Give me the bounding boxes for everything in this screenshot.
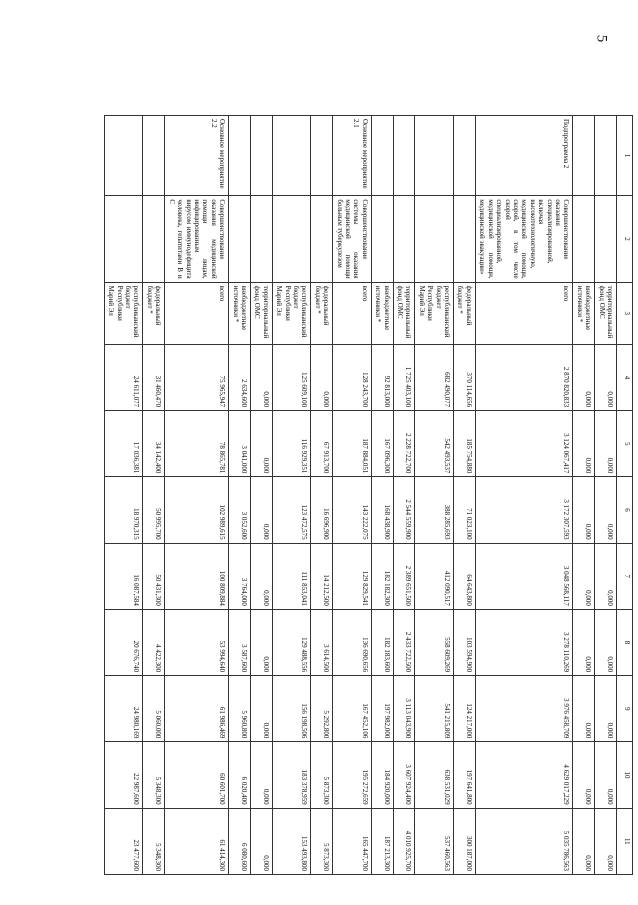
program-name-cell (272, 116, 311, 196)
value-cell: 638 531,029 (415, 742, 454, 808)
value-cell: 123 472,575 (272, 477, 311, 543)
program-name-cell (104, 116, 143, 196)
value-cell: 0,000 (250, 808, 272, 874)
value-cell: 3 172 307,593 (475, 477, 572, 543)
value-cell: 129 488,556 (272, 609, 311, 675)
table-row (250, 116, 272, 875)
value-cell: 541 215,809 (415, 676, 454, 742)
value-cell: 61 414,300 (165, 808, 229, 874)
value-cell: 156 198,506 (272, 676, 311, 742)
program-description-cell (595, 196, 617, 282)
value-cell: 184 920,000 (371, 742, 393, 808)
value-cell: 2 389 651,500 (393, 543, 415, 609)
value-cell: 111 853,041 (272, 543, 311, 609)
value-cell: 0,000 (573, 609, 595, 675)
program-description-cell (311, 196, 333, 282)
value-cell: 5 348,300 (143, 742, 165, 808)
value-cell: 3 052,600 (229, 477, 251, 543)
value-cell: 0,000 (573, 676, 595, 742)
value-cell: 167 452,106 (333, 676, 372, 742)
value-cell: 5 873,300 (311, 808, 333, 874)
value-cell: 2 433 722,500 (393, 609, 415, 675)
value-cell: 537 460,563 (415, 808, 454, 874)
value-cell: 61 986,469 (165, 676, 229, 742)
value-cell: 3 587,600 (229, 609, 251, 675)
program-name-cell (595, 116, 617, 196)
program-description-cell (229, 196, 251, 282)
table-row (573, 116, 595, 875)
funding-source-cell: территориальный фонд ОМС (393, 282, 415, 344)
value-cell: 0,000 (250, 543, 272, 609)
value-cell: 0,000 (595, 477, 617, 543)
value-cell: 6 080,600 (229, 808, 251, 874)
value-cell: 16 696,900 (311, 477, 333, 543)
value-cell: 24 611,077 (104, 344, 143, 410)
table-row (415, 116, 454, 875)
value-cell: 0,000 (595, 742, 617, 808)
value-cell: 22 987,600 (104, 742, 143, 808)
value-cell: 300 187,000 (454, 808, 476, 874)
table-row (333, 116, 372, 875)
value-cell: 3 124 067,417 (475, 411, 572, 477)
table-row (104, 116, 143, 875)
program-description-cell: Совершенствование системы оказания медицинской помощи больным туберкулезом (333, 196, 372, 282)
table-row (165, 116, 229, 875)
value-cell: 370 114,656 (454, 344, 476, 410)
value-cell: 75 965,947 (165, 344, 229, 410)
value-cell: 64 643,800 (454, 543, 476, 609)
value-cell: 165 447,700 (333, 808, 372, 874)
program-name-cell (311, 116, 333, 196)
value-cell: 0,000 (595, 609, 617, 675)
value-cell: 2 544 559,900 (393, 477, 415, 543)
funding-source-cell: внебюджетные источники * (371, 282, 393, 344)
value-cell: 50 995,700 (143, 477, 165, 543)
program-description-cell (371, 196, 393, 282)
header-cell: 2 (617, 196, 633, 282)
value-cell: 24 980,169 (104, 676, 143, 742)
value-cell: 2 634,600 (229, 344, 251, 410)
value-cell: 5 348,300 (143, 808, 165, 874)
value-cell: 14 212,500 (311, 543, 333, 609)
program-description-cell (250, 196, 272, 282)
value-cell: 3 278 110,269 (475, 609, 572, 675)
value-cell: 0,000 (250, 609, 272, 675)
funding-source-cell: республиканский бюджет Республики Марий Эл (415, 282, 454, 344)
value-cell: 92 813,000 (371, 344, 393, 410)
program-name-cell (250, 116, 272, 196)
header-cell: 5 (617, 411, 633, 477)
program-name-cell (229, 116, 251, 196)
value-cell: 78 865,781 (165, 411, 229, 477)
value-cell: 185 754,880 (454, 411, 476, 477)
header-cell: 8 (617, 609, 633, 675)
table-row (371, 116, 393, 875)
program-name-cell (143, 116, 165, 196)
value-cell: 3 976 458,709 (475, 676, 572, 742)
value-cell: 125 609,100 (272, 344, 311, 410)
table-row (454, 116, 476, 875)
header-cell: 11 (617, 808, 633, 874)
value-cell: 0,000 (595, 344, 617, 410)
value-cell: 0,000 (250, 344, 272, 410)
value-cell: 3 048 568,117 (475, 543, 572, 609)
header-row (617, 116, 633, 875)
table-body (104, 116, 616, 875)
value-cell: 4 629 017,229 (475, 742, 572, 808)
value-cell: 168 438,900 (371, 477, 393, 543)
value-cell: 412 090,517 (415, 543, 454, 609)
program-name-cell (454, 116, 476, 196)
program-description-cell (272, 196, 311, 282)
table-row (143, 116, 165, 875)
value-cell: 0,000 (595, 676, 617, 742)
value-cell: 5 292,800 (311, 676, 333, 742)
program-name-cell (393, 116, 415, 196)
program-description-cell (104, 196, 143, 282)
table-row (475, 116, 572, 875)
value-cell: 60 601,700 (165, 742, 229, 808)
value-cell: 34 142,400 (143, 411, 165, 477)
value-cell: 542 493,537 (415, 411, 454, 477)
value-cell: 182 182,300 (371, 543, 393, 609)
value-cell: 195 272,659 (333, 742, 372, 808)
value-cell: 0,000 (250, 676, 272, 742)
value-cell: 5 035 786,563 (475, 808, 572, 874)
value-cell: 0,000 (573, 808, 595, 874)
table-row (595, 116, 617, 875)
funding-source-cell: внебюджетные источники * (229, 282, 251, 344)
value-cell: 183 378,959 (272, 742, 311, 808)
value-cell: 103 594,900 (454, 609, 476, 675)
value-cell: 3 614,500 (311, 609, 333, 675)
value-cell: 4 422,300 (143, 609, 165, 675)
value-cell: 71 023,100 (454, 477, 476, 543)
header-cell: 9 (617, 676, 633, 742)
value-cell: 17 036,381 (104, 411, 143, 477)
value-cell: 0,000 (573, 344, 595, 410)
table-row (229, 116, 251, 875)
value-cell: 682 490,077 (415, 344, 454, 410)
funding-source-cell: территориальный фонд ОМС (250, 282, 272, 344)
page-number: 5 (593, 34, 610, 43)
value-cell: 124 217,000 (454, 676, 476, 742)
header-cell: 7 (617, 543, 633, 609)
value-cell: 0,000 (595, 808, 617, 874)
value-cell: 558 609,269 (415, 609, 454, 675)
funding-source-cell: федеральный бюджет * (143, 282, 165, 344)
funding-source-cell: всего (333, 282, 372, 344)
value-cell: 20 676,740 (104, 609, 143, 675)
program-description-cell (573, 196, 595, 282)
value-cell: 388 285,693 (415, 477, 454, 543)
funding-source-cell: республиканский бюджет Республики Марий Эл (272, 282, 311, 344)
value-cell: 143 222,075 (333, 477, 372, 543)
value-cell: 6 020,400 (229, 742, 251, 808)
value-cell: 1 725 403,100 (393, 344, 415, 410)
value-cell: 0,000 (573, 742, 595, 808)
value-cell: 67 913,700 (311, 411, 333, 477)
program-name-cell: Основное мероприятие 2.2 (165, 116, 229, 196)
value-cell: 53 994,640 (165, 609, 229, 675)
program-name-cell (415, 116, 454, 196)
value-cell: 3 113 043,900 (393, 676, 415, 742)
funding-source-cell: всего (475, 282, 572, 344)
program-name-cell: Основное мероприятие 2.1 (333, 116, 372, 196)
value-cell: 197 982,000 (371, 676, 393, 742)
value-cell: 0,000 (250, 411, 272, 477)
header-cell: 4 (617, 344, 633, 410)
value-cell: 3 041,000 (229, 411, 251, 477)
value-cell: 0,000 (250, 477, 272, 543)
rotated-table-container (107, 115, 633, 875)
value-cell: 2 870 820,833 (475, 344, 572, 410)
program-description-cell: Совершенствование оказания медицинской помощи лицам, инфицированным вирусом иммунодефицита человека, гепатитами B и C (165, 196, 229, 282)
funding-source-cell: всего (165, 282, 229, 344)
program-name-cell (371, 116, 393, 196)
value-cell: 187 213,300 (371, 808, 393, 874)
program-description-cell (393, 196, 415, 282)
program-description-cell (143, 196, 165, 282)
value-cell: 23 477,600 (104, 808, 143, 874)
funding-source-cell: внебюджетные источники * (573, 282, 595, 344)
program-name-cell (573, 116, 595, 196)
value-cell: 0,000 (311, 344, 333, 410)
value-cell: 18 970,315 (104, 477, 143, 543)
value-cell: 100 809,884 (165, 543, 229, 609)
value-cell: 197 641,800 (454, 742, 476, 808)
header-cell: 1 (617, 116, 633, 196)
value-cell: 0,000 (573, 411, 595, 477)
table-row (311, 116, 333, 875)
program-description-cell: Совершенствование оказания специализированной, включая высокотехнологичную, медицинской помощи, скорой, в том числе скорой специализированной, медицинской помощи, медицинской эвакуации» (475, 196, 572, 282)
funding-source-cell: территориальный фонд ОМС (595, 282, 617, 344)
value-cell: 5 960,800 (229, 676, 251, 742)
funding-source-cell: республиканский бюджет Республики Марий Эл (104, 282, 143, 344)
table-row (393, 116, 415, 875)
value-cell: 129 829,541 (333, 543, 372, 609)
header-cell: 10 (617, 742, 633, 808)
value-cell: 5 060,000 (143, 676, 165, 742)
value-cell: 3 764,000 (229, 543, 251, 609)
header-cell: 6 (617, 477, 633, 543)
value-cell: 153 493,800 (272, 808, 311, 874)
value-cell: 0,000 (595, 411, 617, 477)
budget-table (104, 115, 633, 875)
funding-source-cell: федеральный бюджет * (454, 282, 476, 344)
value-cell: 182 183,600 (371, 609, 393, 675)
value-cell: 3 607 924,400 (393, 742, 415, 808)
value-cell: 102 989,615 (165, 477, 229, 543)
value-cell: 0,000 (250, 742, 272, 808)
header-cell: 3 (617, 282, 633, 344)
value-cell: 0,000 (573, 477, 595, 543)
value-cell: 136 690,656 (333, 609, 372, 675)
value-cell: 16 087,584 (104, 543, 143, 609)
program-description-cell (415, 196, 454, 282)
table-row (272, 116, 311, 875)
value-cell: 167 096,300 (371, 411, 393, 477)
program-description-cell (454, 196, 476, 282)
value-cell: 0,000 (595, 543, 617, 609)
value-cell: 4 010 925,700 (393, 808, 415, 874)
program-name-cell: Подпрограмма 2 (475, 116, 572, 196)
value-cell: 0,000 (573, 543, 595, 609)
value-cell: 31 460,470 (143, 344, 165, 410)
value-cell: 128 243,700 (333, 344, 372, 410)
value-cell: 187 884,051 (333, 411, 372, 477)
value-cell: 5 873,300 (311, 742, 333, 808)
funding-source-cell: федеральный бюджет * (311, 282, 333, 344)
value-cell: 2 228 722,700 (393, 411, 415, 477)
value-cell: 50 431,300 (143, 543, 165, 609)
value-cell: 116 929,351 (272, 411, 311, 477)
